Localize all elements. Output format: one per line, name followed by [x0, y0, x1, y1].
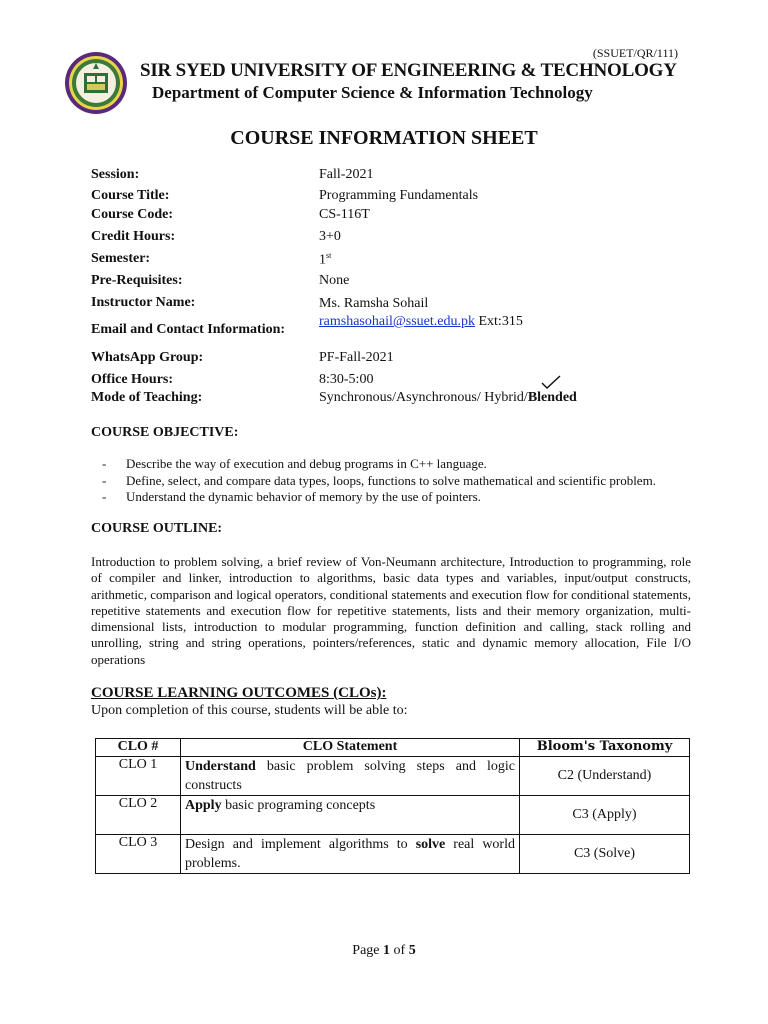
- page-number: [0, 943, 768, 959]
- clo-number: CLO 2: [96, 796, 181, 835]
- table-row: [96, 796, 690, 835]
- info-row-course-title: [91, 188, 691, 206]
- info-row-office-hours: [91, 372, 691, 390]
- dash-bullet: -: [102, 456, 107, 471]
- clo-taxonomy: C3 (Apply): [520, 796, 690, 835]
- info-row-session: [91, 167, 691, 185]
- clo-number: CLO 1: [96, 757, 181, 796]
- info-label: Email and Contact Information:: [91, 322, 286, 337]
- clo-statement: [181, 757, 520, 796]
- info-row-mode: [91, 390, 691, 408]
- info-value: [319, 390, 577, 406]
- info-label: Mode of Teaching:: [91, 390, 203, 405]
- clo-statement: [181, 796, 520, 835]
- page-of: of: [390, 943, 409, 958]
- statement-verb: Understand: [185, 759, 256, 774]
- statement-rest: basic problem solving steps and logic constructs: [185, 759, 515, 793]
- info-row-credit-hours: [91, 229, 691, 247]
- info-value: 3+0: [319, 229, 341, 244]
- dash-bullet: -: [102, 489, 107, 504]
- info-row-prerequisites: [91, 273, 691, 291]
- table-header-row: [96, 739, 690, 757]
- statement-prefix: Design and implement algorithms to: [185, 837, 416, 852]
- dash-bullet: -: [102, 472, 107, 488]
- info-label: Instructor Name:: [91, 295, 196, 310]
- list-item-text: Define, select, and compare data types, loops, functions to solve mathematical and scientific problem.: [126, 472, 656, 488]
- info-label: Session:: [91, 167, 140, 182]
- info-label: Office Hours:: [91, 372, 174, 387]
- email-link[interactable]: ramshasohail@ssuet.edu.pk: [319, 314, 475, 329]
- clo-taxonomy: C2 (Understand): [520, 757, 690, 796]
- page-prefix: Page: [352, 943, 384, 958]
- statement-verb: solve: [415, 837, 446, 852]
- page-current: 1: [383, 943, 391, 958]
- list-item-text: Describe the way of execution and debug programs in C++ language.: [126, 456, 487, 471]
- objective-heading: COURSE OBJECTIVE:: [91, 425, 239, 440]
- info-row-course-code: [91, 207, 691, 225]
- clo-intro: Upon completion of this course, students will be able to:: [91, 703, 408, 718]
- info-row-contact: [91, 314, 691, 338]
- university-name: SIR SYED UNIVERSITY OF ENGINEERING & TECHNOLOGY: [140, 60, 677, 81]
- column-header-taxonomy: Bloom's Taxonomy: [520, 739, 690, 757]
- university-logo: [64, 51, 128, 115]
- info-value: PF-Fall-2021: [319, 350, 394, 365]
- info-label: Credit Hours:: [91, 229, 176, 244]
- clo-table: [95, 738, 690, 874]
- statement-rest: basic programing concepts: [221, 798, 376, 813]
- column-header-clo-number: CLO #: [96, 739, 181, 757]
- info-value: 8:30-5:00: [319, 372, 374, 387]
- info-label: Pre-Requisites:: [91, 273, 183, 288]
- table-row: [96, 757, 690, 796]
- info-value: Ms. Ramsha Sohail: [319, 296, 429, 311]
- form-code: (SSUET/QR/111): [592, 46, 678, 60]
- checkmark-icon: [541, 375, 561, 389]
- info-value: Programming Fundamentals: [319, 188, 479, 203]
- info-row-instructor: [91, 295, 691, 313]
- semester-ordinal: st: [326, 251, 332, 260]
- clo-taxonomy: C3 (Solve): [520, 835, 690, 874]
- info-label: Course Title:: [91, 188, 170, 203]
- table-row: [96, 835, 690, 874]
- mode-options: Synchronous/Asynchronous/ Hybrid/: [319, 390, 528, 405]
- department-name: Department of Computer Science & Information Technology: [152, 83, 593, 102]
- list-item: [102, 473, 702, 490]
- info-value: CS-116T: [319, 207, 370, 222]
- statement-verb: Apply: [185, 798, 222, 813]
- info-value: [319, 251, 331, 269]
- page-total: 5: [408, 943, 416, 958]
- objective-list: [102, 456, 702, 506]
- list-item-text: Understand the dynamic behavior of memory by the use of pointers.: [126, 489, 481, 504]
- info-value: None: [319, 273, 350, 288]
- info-row-semester: [91, 251, 691, 269]
- info-value: [319, 314, 523, 330]
- outline-heading: COURSE OUTLINE:: [91, 521, 223, 536]
- statement-rest: real world problems.: [185, 837, 515, 871]
- semester-number: 1: [319, 252, 326, 268]
- list-item: [102, 456, 702, 473]
- contact-extension: Ext:315: [474, 314, 523, 329]
- info-label: WhatsApp Group:: [91, 350, 204, 365]
- clo-number: CLO 3: [96, 835, 181, 874]
- mode-selected: Blended: [527, 390, 577, 405]
- info-label: Semester:: [91, 251, 151, 266]
- info-label: Course Code:: [91, 207, 174, 222]
- column-header-clo-statement: CLO Statement: [181, 739, 520, 757]
- list-item: [102, 489, 702, 506]
- clo-heading: COURSE LEARNING OUTCOMES (CLOs):: [91, 685, 387, 701]
- outline-text: Introduction to problem solving, a brief review of Von-Neumann architecture, Introduction to programming, role of compiler and linker, introduction to algorithms, basic data types and variables, input/output constructs, arithmetic, comparison and logical operators, conditional statements and execution flow for conditional statements, repetitive statements and execution flow for repetitive statements, lists and their memory organization, multi-dimensional lists, introduction to modular programming, function definition and calling, stack rolling and unrolling, string and string operations, pointers/references, static and dynamic memory allocation, File I/O operations: [91, 554, 691, 667]
- clo-statement: [181, 835, 520, 874]
- info-value: Fall-2021: [319, 167, 374, 182]
- page-title: COURSE INFORMATION SHEET: [230, 127, 538, 149]
- info-row-whatsapp: [91, 350, 691, 368]
